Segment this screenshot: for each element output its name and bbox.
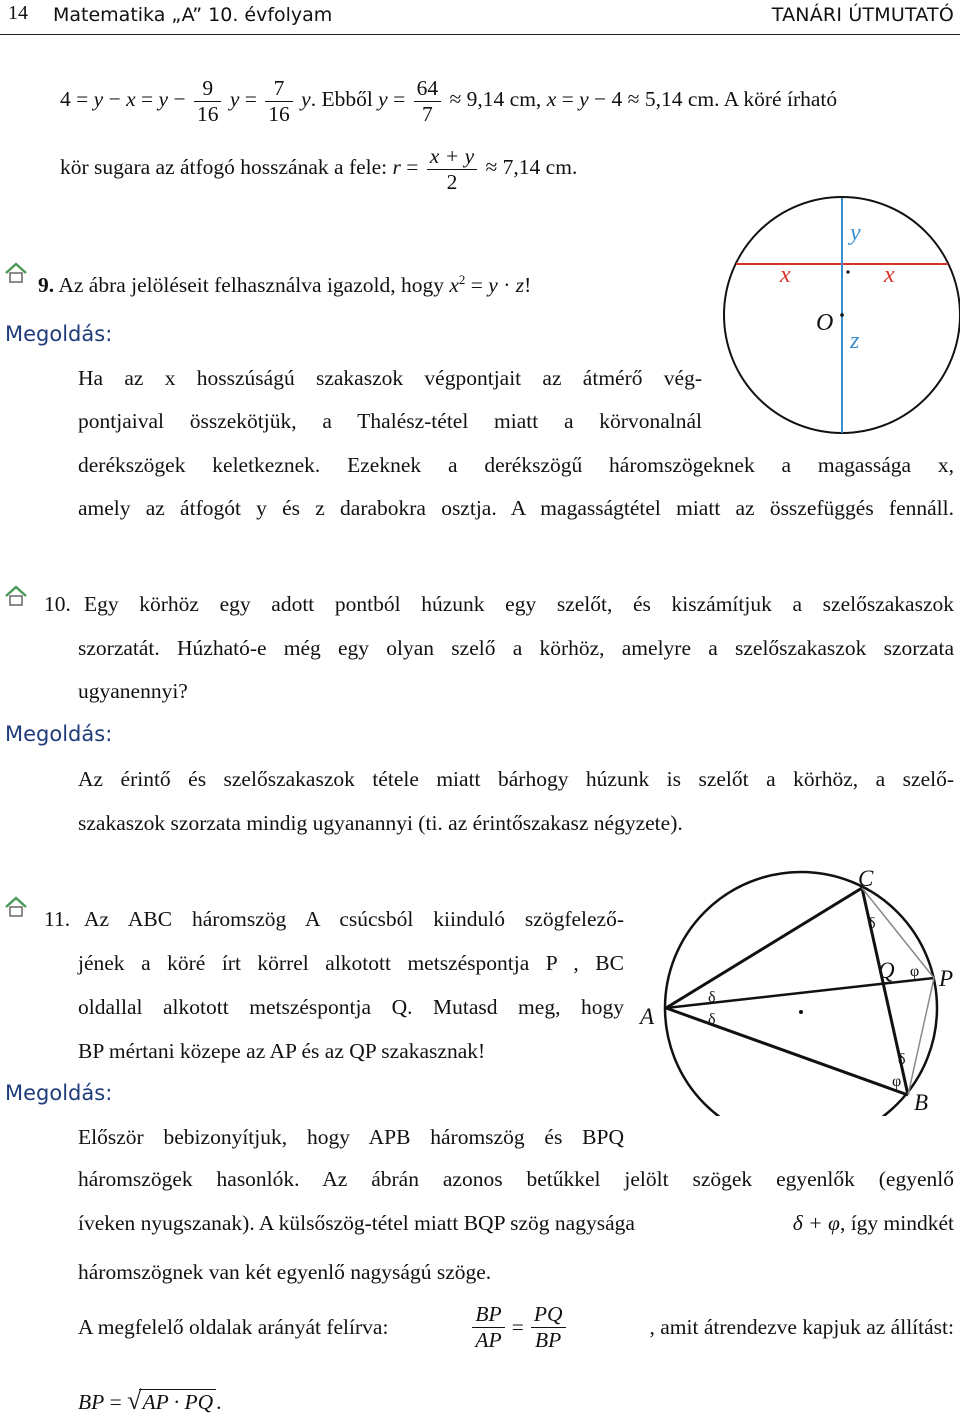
solution-label-11: Megoldás: [5, 1081, 113, 1105]
p11-solution-line-5: A megfelelő oldalak arányát felírva: $\frac{BP}{AP}$ = $\frac{PQ}{BP}$ , amit átrendezve kapjuk az állítást: [78, 1302, 954, 1352]
house-icon [5, 585, 27, 607]
angle-delta-2: δ [708, 1011, 716, 1028]
side-ab [666, 1008, 908, 1095]
p11-question-line-1: Az ABC háromszög A csúcsból kiinduló szögfelező- [84, 907, 624, 931]
chord-bp [908, 978, 934, 1095]
p10-solution-line-1: Az érintő és szelőszakaszok tétele miatt bárhogy húzunk is szelőt a körhöz, a szelő- [78, 767, 954, 791]
p9-solution-line-3: derékszögek keletkeznek. Ezeknek a derékszögű háromszögeknek a magassága x, [78, 453, 954, 477]
angle-phi-1: φ [910, 963, 920, 980]
intro-line-1: 4 = y − x = y − $\frac{9}{16}$ y = $\frac{7}{16}$ y. Ebből y = $\frac{64}{7}$ ≈ 9,14 cm, x = y − 4 ≈ 5,14 cm. A köré írható [60, 76, 838, 126]
p10-question-line-2: szorzatát. Húzható-e még egy olyan szelő a körhöz, amelyre a szelőszakaszok szorzata [78, 636, 954, 660]
p11-question-line-4: BP mértani közepe az AP és az QP szakasznak! [78, 1039, 486, 1063]
label-x-left: x [780, 262, 791, 288]
p9-solution-line-4: amely az átfogót y és z darabokra osztja. A magasságtétel miatt az összefüggés fennáll. [78, 496, 954, 520]
solution-label-9: Megoldás: [5, 322, 113, 346]
angle-phi-2: φ [892, 1073, 902, 1090]
p11-solution-line-6: BP = √AP · PQ . [78, 1386, 222, 1415]
fraction-bp-ap: $\frac{BP}{AP}$ [472, 1302, 504, 1352]
label-p: P [939, 966, 954, 991]
p9-solution-line-2: pontjaival összekötjük, a Thalész-tétel miatt a körvonalnál [78, 409, 702, 433]
page-number: 14 [8, 2, 28, 24]
circle-figure-9 [712, 190, 960, 440]
p11-question-line-3: oldallal alkotott metszéspontja Q. Mutasd meg, hogy [78, 995, 624, 1019]
p10-question-line-3: ugyanennyi? [78, 679, 188, 703]
p9-solution-line-1: Ha az x hosszúságú szakaszok végpontjait az átmérő vég- [78, 366, 702, 390]
fraction-64-7: $\frac{64}{7}$ [414, 76, 442, 126]
fraction-pq-bp: $\frac{PQ}{BP}$ [531, 1302, 566, 1352]
p11-solution-line-1: Először bebizonyítjuk, hogy APB háromszög és BPQ [78, 1125, 624, 1149]
label-q: Q [878, 958, 895, 983]
center-dot [840, 313, 844, 317]
page-header [0, 0, 960, 35]
fraction-7-16: $\frac{7}{16}$ [265, 76, 293, 126]
p11-solution-line-2: háromszögek hasonlók. Az ábrán azonos betűkkel jelölt szögek egyenlők (egyenlő [78, 1167, 954, 1191]
header-right: TANÁRI ÚTMUTATÓ [771, 4, 954, 26]
right-angle-dot [846, 270, 849, 273]
label-c: C [858, 866, 874, 891]
fraction-9-16: $\frac{9}{16}$ [194, 76, 222, 126]
triangle-figure-11 [636, 866, 960, 1116]
center-dot [799, 1010, 803, 1014]
angle-delta-3: δ [868, 915, 876, 932]
problem-9-question: 9. Az ábra jelöléseit felhasználva igazold, hogy $x^2 = y \cdot z$! [38, 272, 532, 298]
label-z: z [850, 328, 860, 354]
header-title: Matematika „A” 10. évfolyam [53, 4, 333, 26]
problem-10-number: 10. [44, 592, 71, 616]
label-o: O [816, 310, 834, 336]
angle-delta-4: δ [898, 1051, 906, 1068]
solution-label-10: Megoldás: [5, 722, 113, 746]
problem-11-number: 11. [44, 907, 71, 931]
p11-solution-line-4: háromszögnek van két egyenlő nagyságú szöge. [78, 1260, 492, 1284]
p11-question-line-2: jének a köré írt körrel alkotott metszéspontja P , BC [78, 951, 624, 975]
p10-question-line-1: Egy körhöz egy adott pontból húzunk egy szelőt, és kiszámítjuk a szelőszakaszok [84, 592, 954, 616]
intro-line-2: kör sugara az átfogó hosszának a fele: r = $\frac{x + y}{2}$ ≈ 7,14 cm. [60, 144, 578, 194]
label-a: A [640, 1004, 655, 1029]
house-icon [5, 896, 27, 918]
p11-solution-line-3: íveken nyugszanak). A külsőszög-tétel miatt BQP szög nagysága δ + φ, így mindkét [78, 1211, 954, 1235]
label-y: y [850, 220, 861, 246]
house-icon [5, 262, 27, 284]
p10-solution-line-2: szakaszok szorzata mindig ugyanannyi (ti. az érintőszakasz négyzete). [78, 811, 683, 835]
angle-delta-1: δ [708, 989, 716, 1006]
label-b: B [914, 1090, 929, 1115]
fraction-radius: $\frac{x + y}{2}$ [427, 144, 477, 194]
label-x-right: x [884, 262, 895, 288]
